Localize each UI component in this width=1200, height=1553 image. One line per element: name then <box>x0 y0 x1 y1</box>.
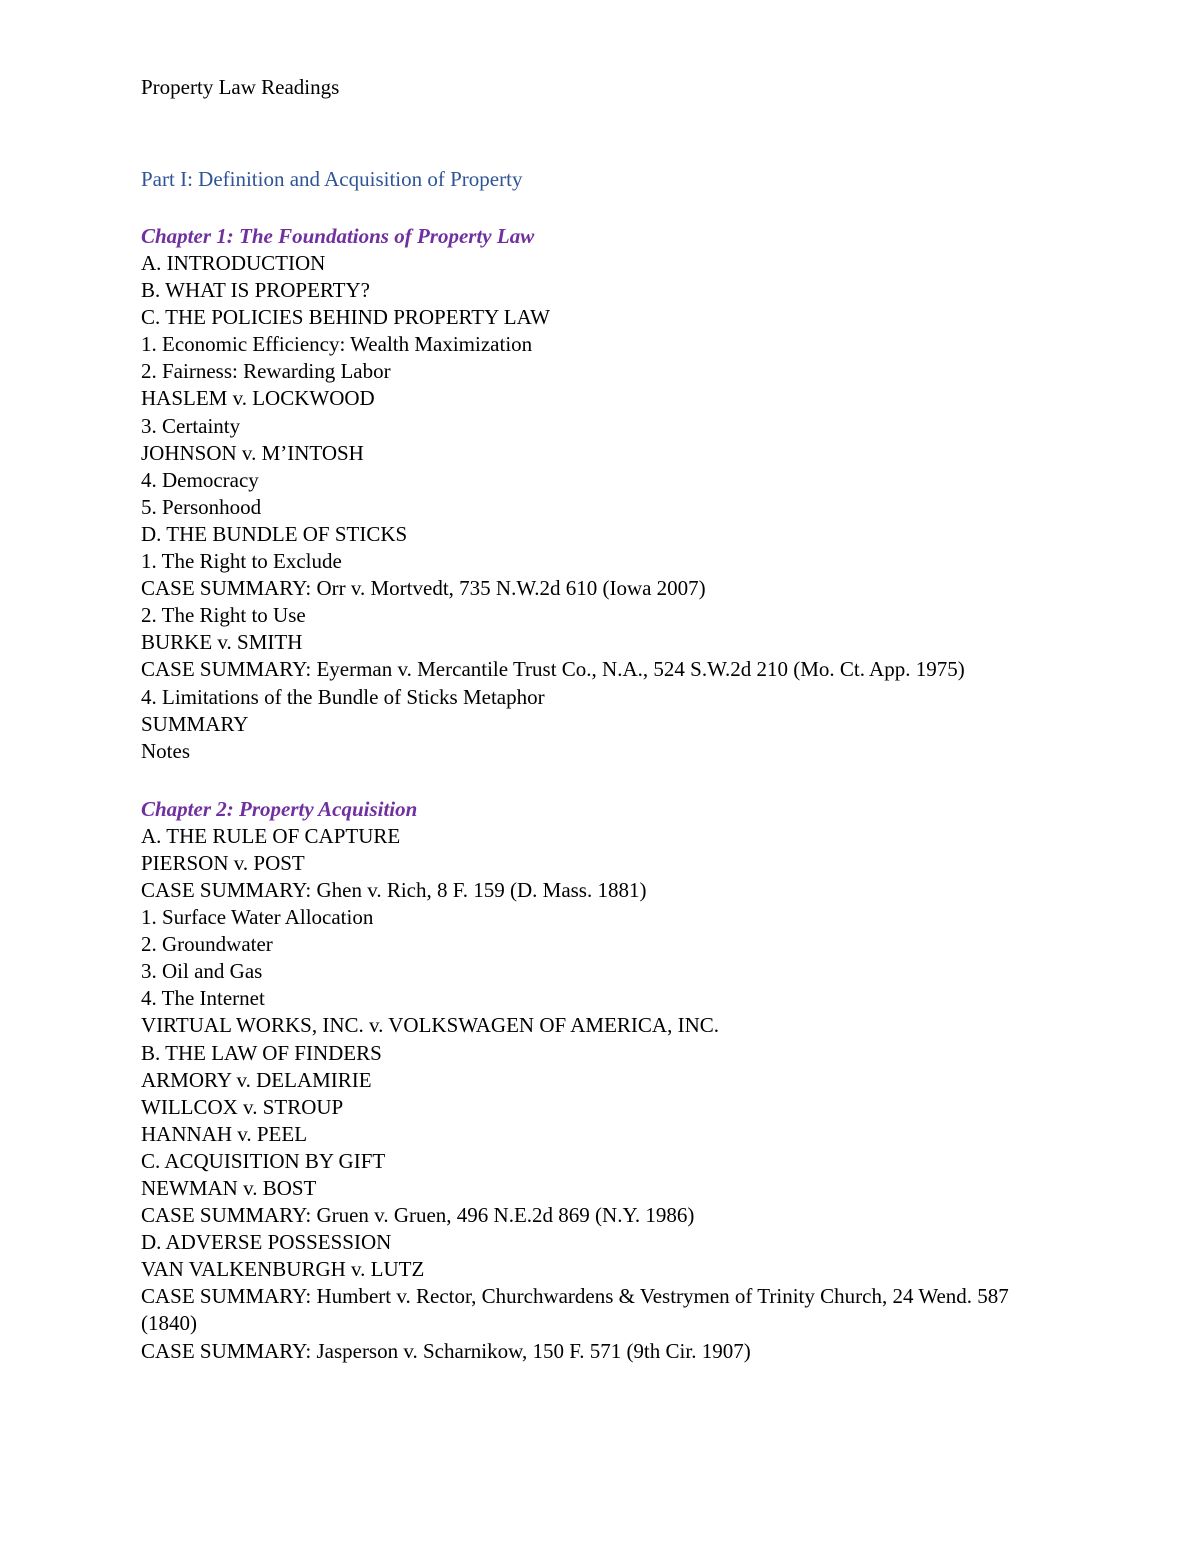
list-item: A. THE RULE OF CAPTURE <box>141 823 401 848</box>
list-item: 2. Fairness: Rewarding Labor <box>141 359 391 384</box>
chapter-2-entries <box>141 823 1041 1365</box>
list-item: 4. The Internet <box>141 986 265 1011</box>
list-item: CASE SUMMARY: Orr v. Mortvedt, 735 N.W.2d 610 (Iowa 2007) <box>141 576 706 601</box>
list-item: JOHNSON v. M’INTOSH <box>141 440 364 465</box>
list-item: CASE SUMMARY: Gruen v. Gruen, 496 N.E.2d 869 (N.Y. 1986) <box>141 1203 695 1228</box>
list-item: C. ACQUISITION BY GIFT <box>141 1148 386 1173</box>
list-item: CASE SUMMARY: Jasperson v. Scharnikow, 150 F. 571 (9th Cir. 1907) <box>141 1338 751 1363</box>
list-item: B. WHAT IS PROPERTY? <box>141 278 370 303</box>
list-item: HANNAH v. PEEL <box>141 1121 308 1146</box>
list-item: HASLEM v. LOCKWOOD <box>141 386 375 411</box>
list-item: PIERSON v. POST <box>141 850 305 875</box>
chapter-2 <box>141 795 1041 1365</box>
document-page <box>141 72 1041 1365</box>
chapter-title: Chapter 2: Property Acquisition <box>141 796 418 821</box>
list-item: A. INTRODUCTION <box>141 251 326 275</box>
list-item: 1. Economic Efficiency: Wealth Maximization <box>141 332 533 357</box>
chapter-title: Chapter 1: The Foundations of Property Law <box>141 224 535 248</box>
list-item: NEWMAN v. BOST <box>141 1176 317 1200</box>
list-item: D. ADVERSE POSSESSION <box>141 1230 392 1255</box>
list-item: WILLCOX v. STROUP <box>141 1094 344 1119</box>
list-item: CASE SUMMARY: Humbert v. Rector, Churchwardens & Vestrymen of Trinity Church, 24 Wend. 587 (1840) <box>141 1284 1009 1336</box>
list-item: CASE SUMMARY: Eyerman v. Mercantile Trust Co., N.A., 524 S.W.2d 210 (Mo. Ct. App. 1975) <box>141 657 965 682</box>
list-item: 3. Certainty <box>141 413 241 438</box>
list-item: 4. Democracy <box>141 467 259 492</box>
list-item: 4. Limitations of the Bundle of Sticks Metaphor <box>141 684 545 709</box>
list-item: 1. Surface Water Allocation <box>141 905 374 930</box>
list-item: D. THE BUNDLE OF STICKS <box>141 521 408 546</box>
list-item: 2. The Right to Use <box>141 603 306 628</box>
list-item: BURKE v. SMITH <box>141 630 303 655</box>
list-item: ARMORY v. DELAMIRIE <box>141 1067 372 1092</box>
list-item: B. THE LAW OF FINDERS <box>141 1040 382 1065</box>
part-heading: Part I: Definition and Acquisition of Property <box>141 167 523 191</box>
list-item: SUMMARY <box>141 711 249 736</box>
document-title: Property Law Readings <box>141 75 340 99</box>
list-item: VAN VALKENBURGH v. LUTZ <box>141 1257 425 1282</box>
list-item: CASE SUMMARY: Ghen v. Rich, 8 F. 159 (D. Mass. 1881) <box>141 877 647 902</box>
chapter-1-entries <box>141 250 1041 765</box>
list-item: Notes <box>141 738 190 763</box>
list-item: 2. Groundwater <box>141 932 273 957</box>
list-item: C. THE POLICIES BEHIND PROPERTY LAW <box>141 305 550 330</box>
chapter-1 <box>141 222 1041 765</box>
list-item: 1. The Right to Exclude <box>141 549 342 574</box>
list-item: 5. Personhood <box>141 494 262 519</box>
list-item: VIRTUAL WORKS, INC. v. VOLKSWAGEN OF AMERICA, INC. <box>141 1013 720 1038</box>
list-item: 3. Oil and Gas <box>141 959 263 984</box>
